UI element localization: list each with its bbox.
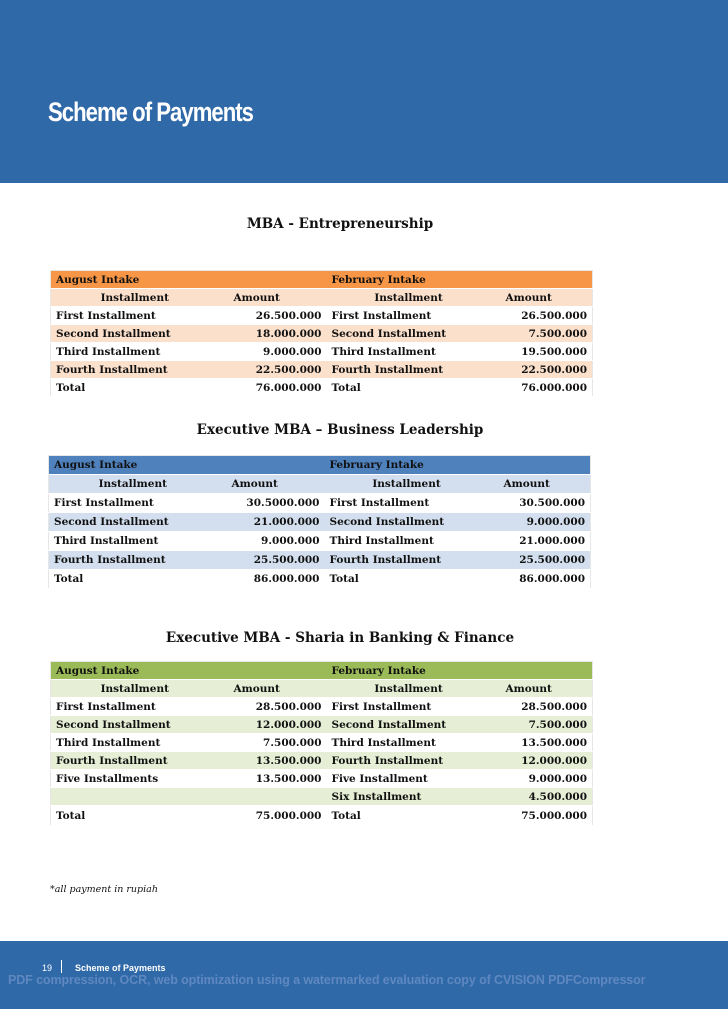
amount-cell: 9.000.000: [217, 532, 325, 551]
installment-cell: Second Installment: [325, 513, 489, 532]
amount-col-header: Amount: [491, 289, 593, 307]
table-row: [51, 325, 593, 343]
column-header-row: [51, 289, 593, 307]
table-row: [51, 734, 593, 752]
amount-cell: 25.500.000: [217, 551, 325, 570]
amount-cell: 30.500.000: [489, 494, 591, 513]
february-intake-label: February Intake: [327, 271, 593, 289]
amount-cell: 21.000.000: [217, 513, 325, 532]
table-row: [51, 716, 593, 734]
amount-cell: 9.000.000: [489, 513, 591, 532]
page-title: Scheme of Payments: [48, 97, 254, 127]
amount-col-header: Amount: [489, 475, 591, 494]
installment-col-header: Installment: [51, 680, 219, 698]
amount-cell: 19.500.000: [491, 343, 593, 361]
amount-cell: 7.500.000: [219, 734, 327, 752]
installment-col-header: Installment: [51, 289, 219, 307]
amount-cell: 30.5000.000: [217, 494, 325, 513]
amount-cell: 26.500.000: [219, 307, 327, 325]
payment-table-business-leadership: [48, 455, 591, 589]
page-number: 19: [42, 963, 53, 973]
amount-cell: 13.500.000: [219, 752, 327, 770]
amount-cell: 25.500.000: [489, 551, 591, 570]
total-amount: 76.000.000: [491, 379, 593, 397]
total-label: Total: [327, 806, 491, 826]
installment-cell: First Installment: [51, 698, 219, 716]
installment-cell: Second Installment: [327, 325, 491, 343]
total-label: Total: [327, 379, 491, 397]
installment-cell: First Installment: [49, 494, 217, 513]
total-row: [51, 379, 593, 397]
intake-header-row: [51, 271, 593, 289]
amount-cell: 9.000.000: [491, 770, 593, 788]
installment-cell: Second Installment: [51, 716, 219, 734]
total-label: Total: [325, 570, 489, 589]
installment-cell: Third Installment: [51, 734, 219, 752]
august-intake-label: August Intake: [49, 456, 325, 475]
amount-cell: 28.500.000: [219, 698, 327, 716]
section-title-sharia-banking-finance: Executive MBA - Sharia in Banking & Finance: [165, 630, 515, 646]
section-title-business-leadership: Executive MBA – Business Leadership: [196, 422, 484, 438]
amount-cell: 26.500.000: [491, 307, 593, 325]
table-row: [49, 494, 591, 513]
august-intake-label: August Intake: [51, 662, 327, 680]
installment-cell: Five Installments: [51, 770, 219, 788]
amount-cell: 7.500.000: [491, 716, 593, 734]
total-amount: 76.000.000: [219, 379, 327, 397]
payment-table-sharia-banking-finance: [50, 661, 593, 826]
amount-col-header: Amount: [219, 289, 327, 307]
amount-cell: 22.500.000: [219, 361, 327, 379]
installment-cell: First Installment: [51, 307, 219, 325]
installment-col-header: Installment: [49, 475, 217, 494]
amount-cell: [219, 788, 327, 806]
installment-col-header: Installment: [327, 680, 491, 698]
installment-col-header: Installment: [327, 289, 491, 307]
intake-header-row: [51, 662, 593, 680]
installment-cell: Five Installment: [327, 770, 491, 788]
total-label: Total: [51, 806, 219, 826]
amount-cell: 13.500.000: [491, 734, 593, 752]
installment-cell: [51, 788, 219, 806]
total-amount: 86.000.000: [489, 570, 591, 589]
installment-cell: Second Installment: [327, 716, 491, 734]
amount-cell: 21.000.000: [489, 532, 591, 551]
payment-table-mba-entrepreneurship: [50, 270, 593, 397]
installment-cell: Third Installment: [51, 343, 219, 361]
table-row: [49, 532, 591, 551]
amount-cell: 12.000.000: [491, 752, 593, 770]
table-row: [49, 551, 591, 570]
installment-cell: Second Installment: [49, 513, 217, 532]
installment-cell: Fourth Installment: [51, 361, 219, 379]
amount-col-header: Amount: [217, 475, 325, 494]
table-row: [51, 361, 593, 379]
table-row: [51, 752, 593, 770]
installment-cell: Third Installment: [327, 734, 491, 752]
february-intake-label: February Intake: [327, 662, 593, 680]
table-row: [51, 343, 593, 361]
currency-note: *all payment in rupiah: [50, 884, 158, 895]
amount-col-header: Amount: [491, 680, 593, 698]
installment-cell: First Installment: [327, 698, 491, 716]
total-label: Total: [51, 379, 219, 397]
total-row: [51, 806, 593, 826]
footer-divider: [61, 960, 62, 973]
watermark-text: PDF compression, OCR, web optimization using a watermarked evaluation copy of CVISION PDFCompressor: [8, 973, 646, 987]
installment-cell: Second Installment: [51, 325, 219, 343]
installment-cell: Fourth Installment: [325, 551, 489, 570]
february-intake-label: February Intake: [325, 456, 591, 475]
amount-cell: 12.000.000: [219, 716, 327, 734]
table-row: [51, 698, 593, 716]
footer-section-label: Scheme of Payments: [75, 963, 166, 973]
table-row: [51, 770, 593, 788]
august-intake-label: August Intake: [51, 271, 327, 289]
table-row: [51, 307, 593, 325]
column-header-row: [49, 475, 591, 494]
amount-cell: 13.500.000: [219, 770, 327, 788]
amount-cell: 28.500.000: [491, 698, 593, 716]
amount-cell: 7.500.000: [491, 325, 593, 343]
installment-cell: Fourth Installment: [327, 361, 491, 379]
installment-cell: Third Installment: [325, 532, 489, 551]
installment-cell: Six Installment: [327, 788, 491, 806]
installment-cell: Fourth Installment: [51, 752, 219, 770]
installment-cell: First Installment: [325, 494, 489, 513]
amount-cell: 22.500.000: [491, 361, 593, 379]
total-amount: 75.000.000: [219, 806, 327, 826]
column-header-row: [51, 680, 593, 698]
amount-col-header: Amount: [219, 680, 327, 698]
table-row: [49, 513, 591, 532]
installment-cell: First Installment: [327, 307, 491, 325]
total-amount: 86.000.000: [217, 570, 325, 589]
page-header: [0, 0, 728, 183]
installment-cell: Third Installment: [327, 343, 491, 361]
amount-cell: 18.000.000: [219, 325, 327, 343]
installment-cell: Third Installment: [49, 532, 217, 551]
table-row: [51, 788, 593, 806]
total-row: [49, 570, 591, 589]
installment-col-header: Installment: [325, 475, 489, 494]
intake-header-row: [49, 456, 591, 475]
amount-cell: 9.000.000: [219, 343, 327, 361]
section-title-mba-entrepreneurship: MBA - Entrepreneurship: [246, 216, 434, 232]
total-amount: 75.000.000: [491, 806, 593, 826]
installment-cell: Fourth Installment: [49, 551, 217, 570]
total-label: Total: [49, 570, 217, 589]
amount-cell: 4.500.000: [491, 788, 593, 806]
installment-cell: Fourth Installment: [327, 752, 491, 770]
